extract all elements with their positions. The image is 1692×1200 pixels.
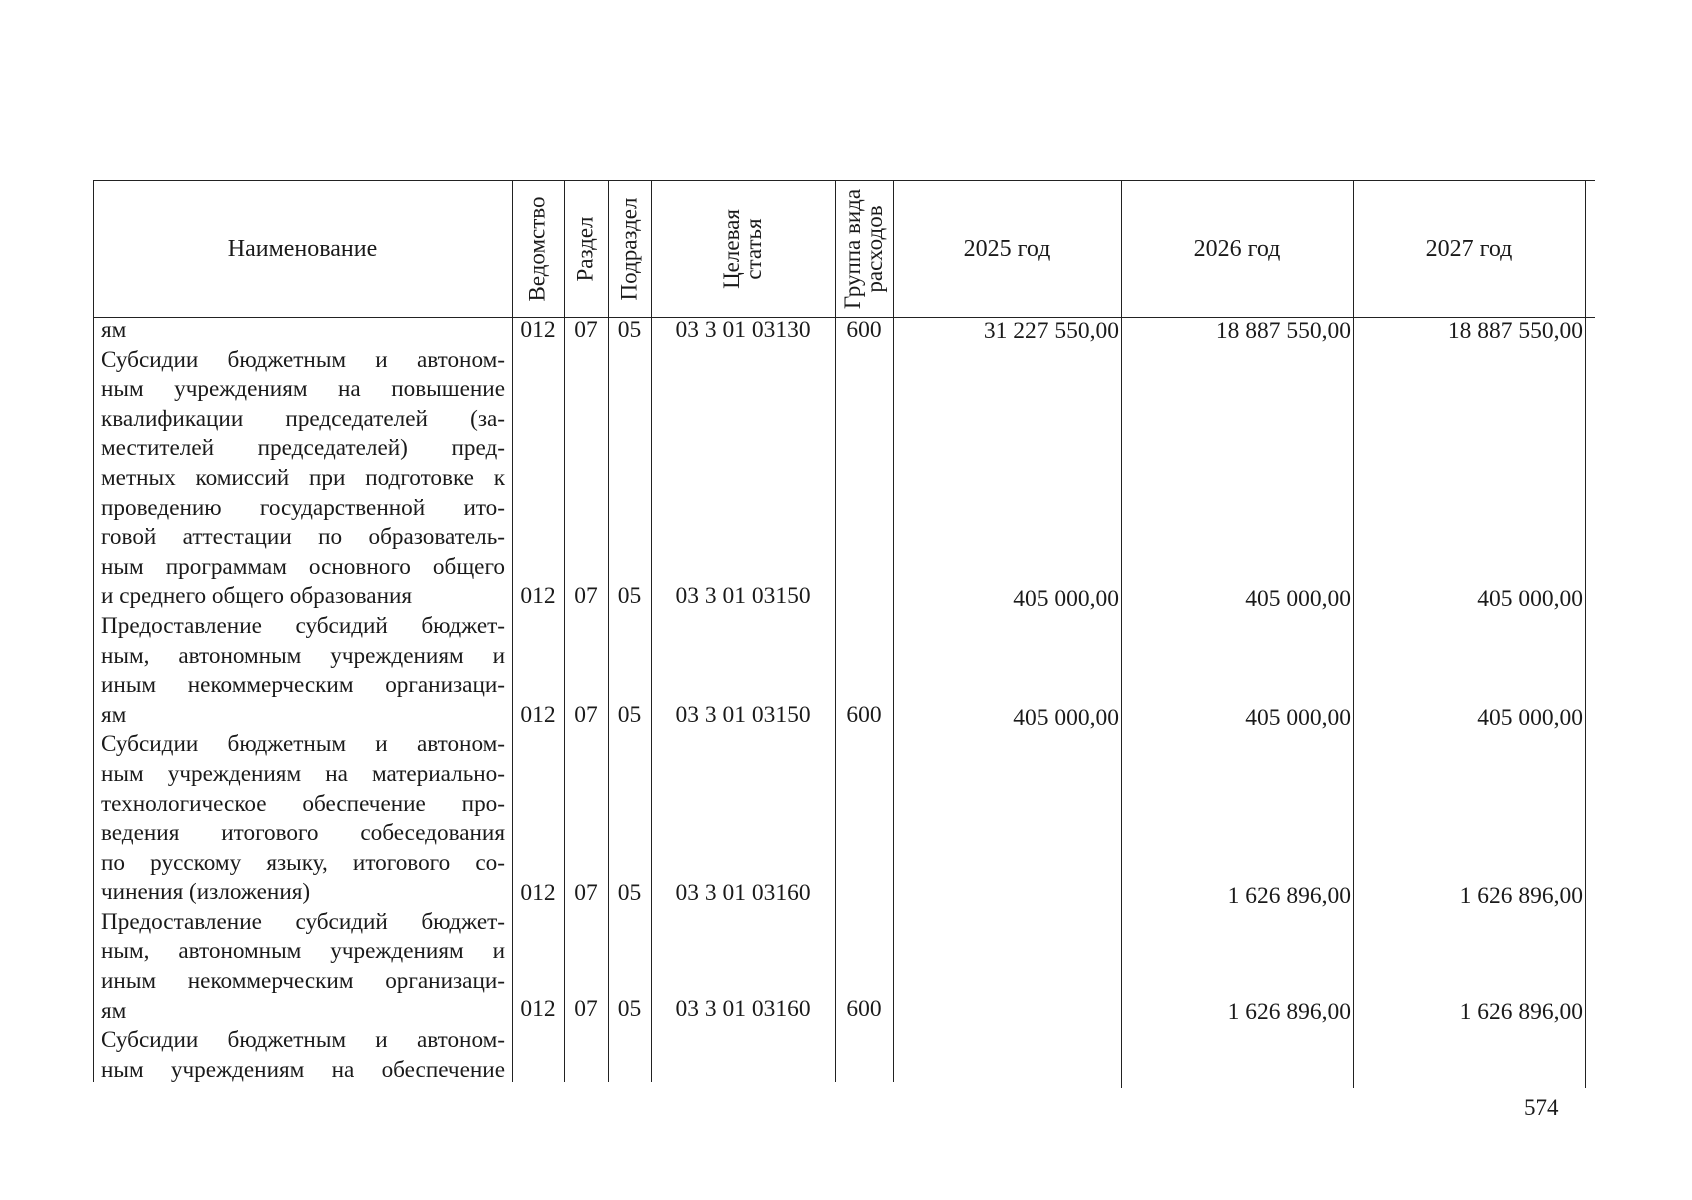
desc-line: метных комиссий при подготовке к — [101, 464, 505, 491]
cell-2026: 1 626 896,00 — [1227, 999, 1351, 1025]
header-gruppa-vida-rashodov: Группа вида расходов — [840, 188, 888, 310]
desc-line: Предоставление субсидий бюджет- — [101, 908, 505, 935]
cell-2027: 405 000,00 — [1477, 586, 1583, 612]
desc-line: иным некоммерческим организаци- — [101, 672, 505, 699]
desc-line: квалификации председателей (за- — [101, 405, 505, 432]
desc-line: Предоставление субсидий бюджет- — [101, 612, 505, 639]
cell-podrazdel: 05 — [617, 317, 642, 343]
header-2026: 2026 год — [1193, 235, 1281, 262]
cell-razdel: 07 — [574, 702, 598, 728]
desc-line: местителей председателей) пред- — [101, 435, 505, 462]
header-2025: 2025 год — [963, 235, 1051, 262]
cell-celevaya-statya: 03 3 01 03160 — [675, 880, 811, 906]
cell-gruppa: 600 — [846, 996, 882, 1022]
desc-line: проведению государственной ито- — [101, 494, 505, 521]
desc-line: по русскому языку, итогового со- — [101, 849, 505, 876]
header-vedomstvo: Ведомство — [525, 196, 550, 302]
page-number: 574 — [1524, 1095, 1559, 1120]
cell-podrazdel: 05 — [617, 996, 642, 1022]
desc-line: Субсидии бюджетным и автоном- — [101, 731, 505, 758]
cell-podrazdel: 05 — [617, 880, 642, 906]
desc-line: ным, автономным учреждениям и — [101, 938, 505, 965]
cell-gruppa: 600 — [846, 702, 882, 728]
cell-celevaya-statya: 03 3 01 03160 — [675, 996, 811, 1022]
cell-podrazdel: 05 — [617, 583, 642, 609]
cell-2026: 405 000,00 — [1245, 705, 1351, 731]
desc-line: ным, автономным учреждениям и — [101, 642, 505, 669]
cell-celevaya-statya: 03 3 01 03150 — [675, 583, 811, 609]
desc-line: ным учреждениям на обеспечение — [101, 1056, 505, 1083]
desc-line: ведения итогового собеседования — [101, 820, 505, 847]
cell-vedomstvo: 012 — [520, 996, 556, 1022]
cell-podrazdel: 05 — [617, 702, 642, 728]
desc-line: ным программам основного общего — [101, 553, 505, 580]
cell-razdel: 07 — [574, 996, 598, 1022]
cell-razdel: 07 — [574, 880, 598, 906]
cell-2025: 31 227 550,00 — [983, 318, 1119, 344]
desc-line: технологическое обеспечение про- — [101, 790, 505, 817]
description-column — [101, 316, 505, 1085]
header-razdel: Раздел — [573, 216, 598, 282]
cell-2027: 1 626 896,00 — [1459, 999, 1583, 1025]
desc-line: и среднего общего образования — [101, 583, 413, 610]
cell-celevaya-statya: 03 3 01 03130 — [675, 317, 811, 343]
cell-2027: 405 000,00 — [1477, 705, 1583, 731]
header-podrazdel: Подраздел — [616, 197, 642, 301]
cell-2025: 405 000,00 — [1013, 705, 1119, 731]
cell-2027: 18 887 550,00 — [1447, 318, 1583, 344]
header-2027: 2027 год — [1425, 235, 1513, 262]
cell-vedomstvo: 012 — [520, 583, 556, 609]
cell-2026: 18 887 550,00 — [1215, 318, 1351, 344]
cell-2026: 1 626 896,00 — [1227, 883, 1351, 909]
desc-line: ным учреждениям на повышение — [101, 376, 505, 403]
cell-vedomstvo: 012 — [520, 702, 556, 728]
header-celevaya-statya: Целевая статья — [718, 209, 766, 289]
cell-gruppa: 600 — [846, 317, 882, 343]
desc-line: ным учреждениям на материально- — [101, 760, 505, 787]
desc-line: ям — [101, 997, 127, 1024]
desc-line: иным некоммерческим организаци- — [101, 968, 505, 995]
desc-line: чинения (изложения) — [101, 879, 311, 906]
cell-vedomstvo: 012 — [520, 880, 556, 906]
cell-2025: 405 000,00 — [1013, 586, 1119, 612]
desc-line: ям — [101, 317, 127, 343]
cell-2026: 405 000,00 — [1245, 586, 1351, 612]
desc-line: говой аттестации по образователь- — [101, 524, 505, 551]
cell-razdel: 07 — [574, 317, 598, 343]
cell-vedomstvo: 012 — [520, 317, 556, 343]
cell-2027: 1 626 896,00 — [1459, 883, 1583, 909]
cell-razdel: 07 — [574, 583, 598, 609]
desc-line: ям — [101, 701, 127, 728]
col-divider — [1585, 180, 1586, 1088]
cell-celevaya-statya: 03 3 01 03150 — [675, 702, 811, 728]
header-name: Наименование — [227, 235, 378, 262]
desc-line: Субсидии бюджетным и автоном- — [101, 346, 505, 373]
desc-line: Субсидии бюджетным и автоном- — [101, 1027, 505, 1054]
